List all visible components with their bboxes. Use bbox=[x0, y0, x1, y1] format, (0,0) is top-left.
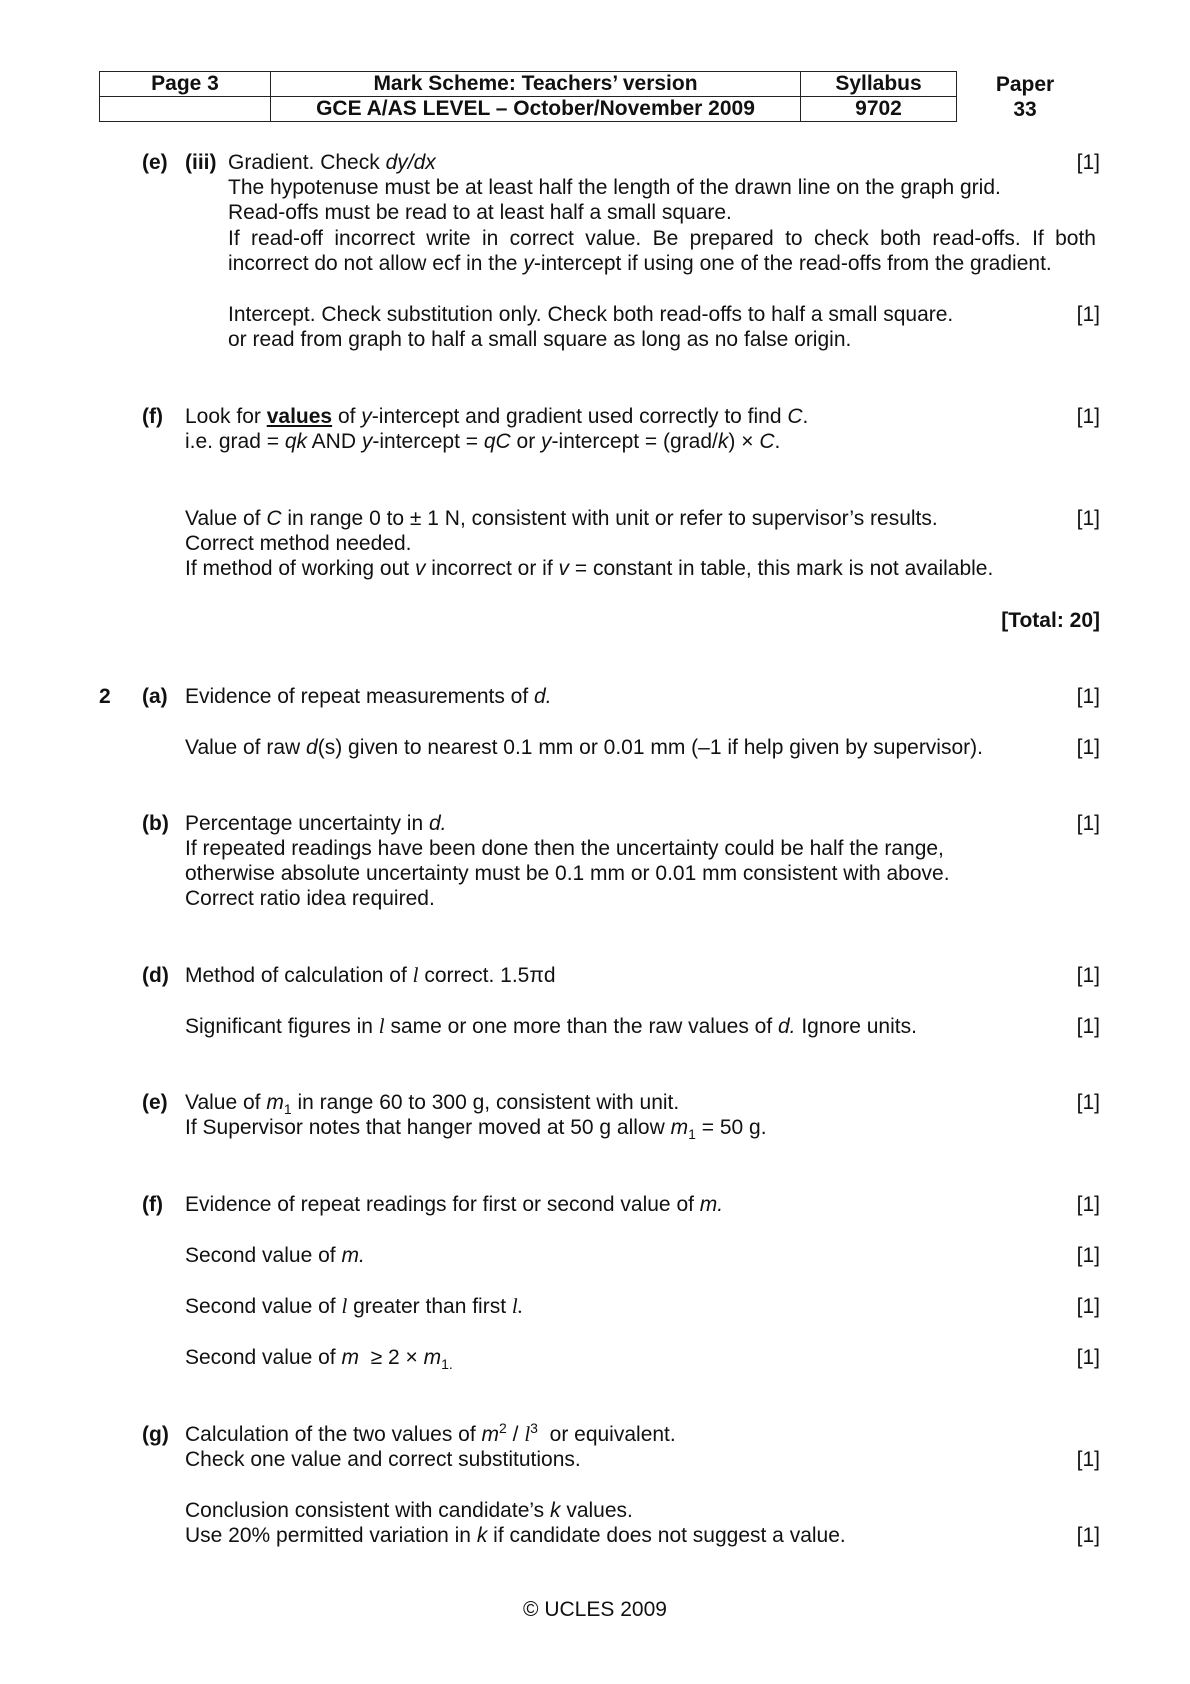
q1e-line2: The hypotenuse must be at least half the length of the drawn line on the graph grid. bbox=[228, 176, 1001, 199]
q2a-line1: Evidence of repeat measurements of d. bbox=[185, 685, 552, 708]
q1f-label: (f) bbox=[142, 405, 163, 428]
q2-mark-5: [1] bbox=[1076, 1015, 1100, 1038]
header-paper-label: Paper bbox=[995, 73, 1055, 96]
q1f-line1: Look for values of y-intercept and gradient used correctly to find C. bbox=[185, 405, 809, 428]
q1e-line1: Gradient. Check dy/dx bbox=[228, 151, 436, 174]
q2f-line3: Second value of l greater than first l. bbox=[185, 1294, 523, 1318]
q2a-line2: Value of raw d(s) given to nearest 0.1 mm or 0.01 mm (–1 if help given by supervisor). bbox=[185, 736, 983, 759]
q1e-part-label: (e) bbox=[142, 151, 168, 174]
q2d-line1: Method of calculation of l correct. 1.5πd bbox=[185, 963, 556, 987]
q1e-intercept-line2: or read from graph to half a small square as long as no false origin. bbox=[228, 328, 852, 351]
q1f-mark-1: [1] bbox=[1076, 405, 1100, 428]
q2-mark-10: [1] bbox=[1076, 1346, 1100, 1369]
q1-total: [Total: 20] bbox=[1001, 609, 1100, 632]
q2-mark-11: [1] bbox=[1076, 1448, 1100, 1471]
q2a-label: (a) bbox=[142, 685, 168, 708]
q1e-mark-1: [1] bbox=[1076, 151, 1100, 174]
q2d-label: (d) bbox=[142, 964, 169, 987]
header-paper bbox=[975, 72, 1075, 122]
q2g-label: (g) bbox=[142, 1423, 169, 1446]
q2e-line1: Value of $m_1$ in range 60 to 300 g, consistent with unit. bbox=[185, 1091, 680, 1118]
q2-mark-9: [1] bbox=[1076, 1295, 1100, 1318]
header-empty-cell bbox=[100, 97, 271, 122]
q2b-line4: Correct ratio idea required. bbox=[185, 887, 435, 910]
q2f-label: (f) bbox=[142, 1193, 163, 1216]
q2e-label: (e) bbox=[142, 1091, 168, 1114]
q2-mark-7: [1] bbox=[1076, 1193, 1100, 1216]
q1f-mark-2: [1] bbox=[1076, 507, 1100, 530]
header-table bbox=[99, 71, 957, 122]
q2b-line2: If repeated readings have been done then the uncertainty could be half the range, bbox=[185, 837, 944, 860]
q2g-line1: Calculation of the two values of $m^2 / l^3$ or equivalent. bbox=[185, 1420, 676, 1446]
q2g-line3: Conclusion consistent with candidate’s k values. bbox=[185, 1499, 633, 1522]
q2-number: 2 bbox=[99, 685, 111, 708]
q1e-mark-2: [1] bbox=[1076, 303, 1100, 326]
q2-mark-2: [1] bbox=[1076, 736, 1100, 759]
q1f-value-line2: Correct method needed. bbox=[185, 532, 412, 555]
q2-mark-4: [1] bbox=[1076, 964, 1100, 987]
q2b-label: (b) bbox=[142, 812, 169, 835]
q2-mark-12: [1] bbox=[1076, 1524, 1100, 1547]
q1e-intercept-line1: Intercept. Check substitution only. Check both read-offs to half a small square. bbox=[228, 303, 954, 326]
q2g-line4: Use 20% permitted variation in k if candidate does not suggest a value. bbox=[185, 1524, 846, 1547]
header-title: Mark Scheme: Teachers’ version bbox=[271, 72, 801, 97]
q2-mark-1: [1] bbox=[1076, 685, 1100, 708]
q2g-line2: Check one value and correct substitutions. bbox=[185, 1448, 581, 1471]
header-syllabus-code: 9702 bbox=[801, 97, 957, 122]
q1e-line5: incorrect do not allow ecf in the y-intercept if using one of the read-offs from the gradient. bbox=[228, 252, 1052, 275]
header-syllabus-label: Syllabus bbox=[801, 72, 957, 97]
footer-copyright: © UCLES 2009 bbox=[523, 1598, 667, 1621]
q2d-line2: Significant figures in l same or one more than the raw values of d. Ignore units. bbox=[185, 1014, 917, 1038]
q1e-sub-label: (iii) bbox=[185, 151, 217, 174]
q1e-line3: Read-offs must be read to at least half a small square. bbox=[228, 201, 732, 224]
q2f-line1: Evidence of repeat readings for first or second value of m. bbox=[185, 1193, 724, 1216]
q1f-value-line1: Value of C in range 0 to ± 1 N, consistent with unit or refer to supervisor’s results. bbox=[185, 507, 938, 530]
header-paper-number: 33 bbox=[1013, 98, 1037, 121]
q2b-line1: Percentage uncertainty in d. bbox=[185, 812, 447, 835]
q1f-value-line3: If method of working out v incorrect or if v = constant in table, this mark is not available. bbox=[185, 557, 994, 580]
q1f-line2: i.e. grad = qk AND y-intercept = qC or y-intercept = (grad/k) × C. bbox=[185, 430, 781, 453]
header-page: Page 3 bbox=[100, 72, 271, 97]
q2b-line3: otherwise absolute uncertainty must be 0.1 mm or 0.01 mm consistent with above. bbox=[185, 862, 950, 885]
q2f-line4: Second value of $m \ge 2 \times m_{1.}$ bbox=[185, 1346, 453, 1373]
q2-mark-8: [1] bbox=[1076, 1244, 1100, 1267]
q2e-line2: If Supervisor notes that hanger moved at 50 g allow $m_1 = 50$ g. bbox=[185, 1116, 767, 1143]
q2f-line2: Second value of m. bbox=[185, 1244, 365, 1267]
q1e-line4: If read-off incorrect write in correct value. Be prepared to check both read-offs. If both bbox=[228, 227, 1096, 250]
q2-mark-6: [1] bbox=[1076, 1091, 1100, 1114]
q2-mark-3: [1] bbox=[1076, 812, 1100, 835]
header-subtitle: GCE A/AS LEVEL – October/November 2009 bbox=[271, 97, 801, 122]
